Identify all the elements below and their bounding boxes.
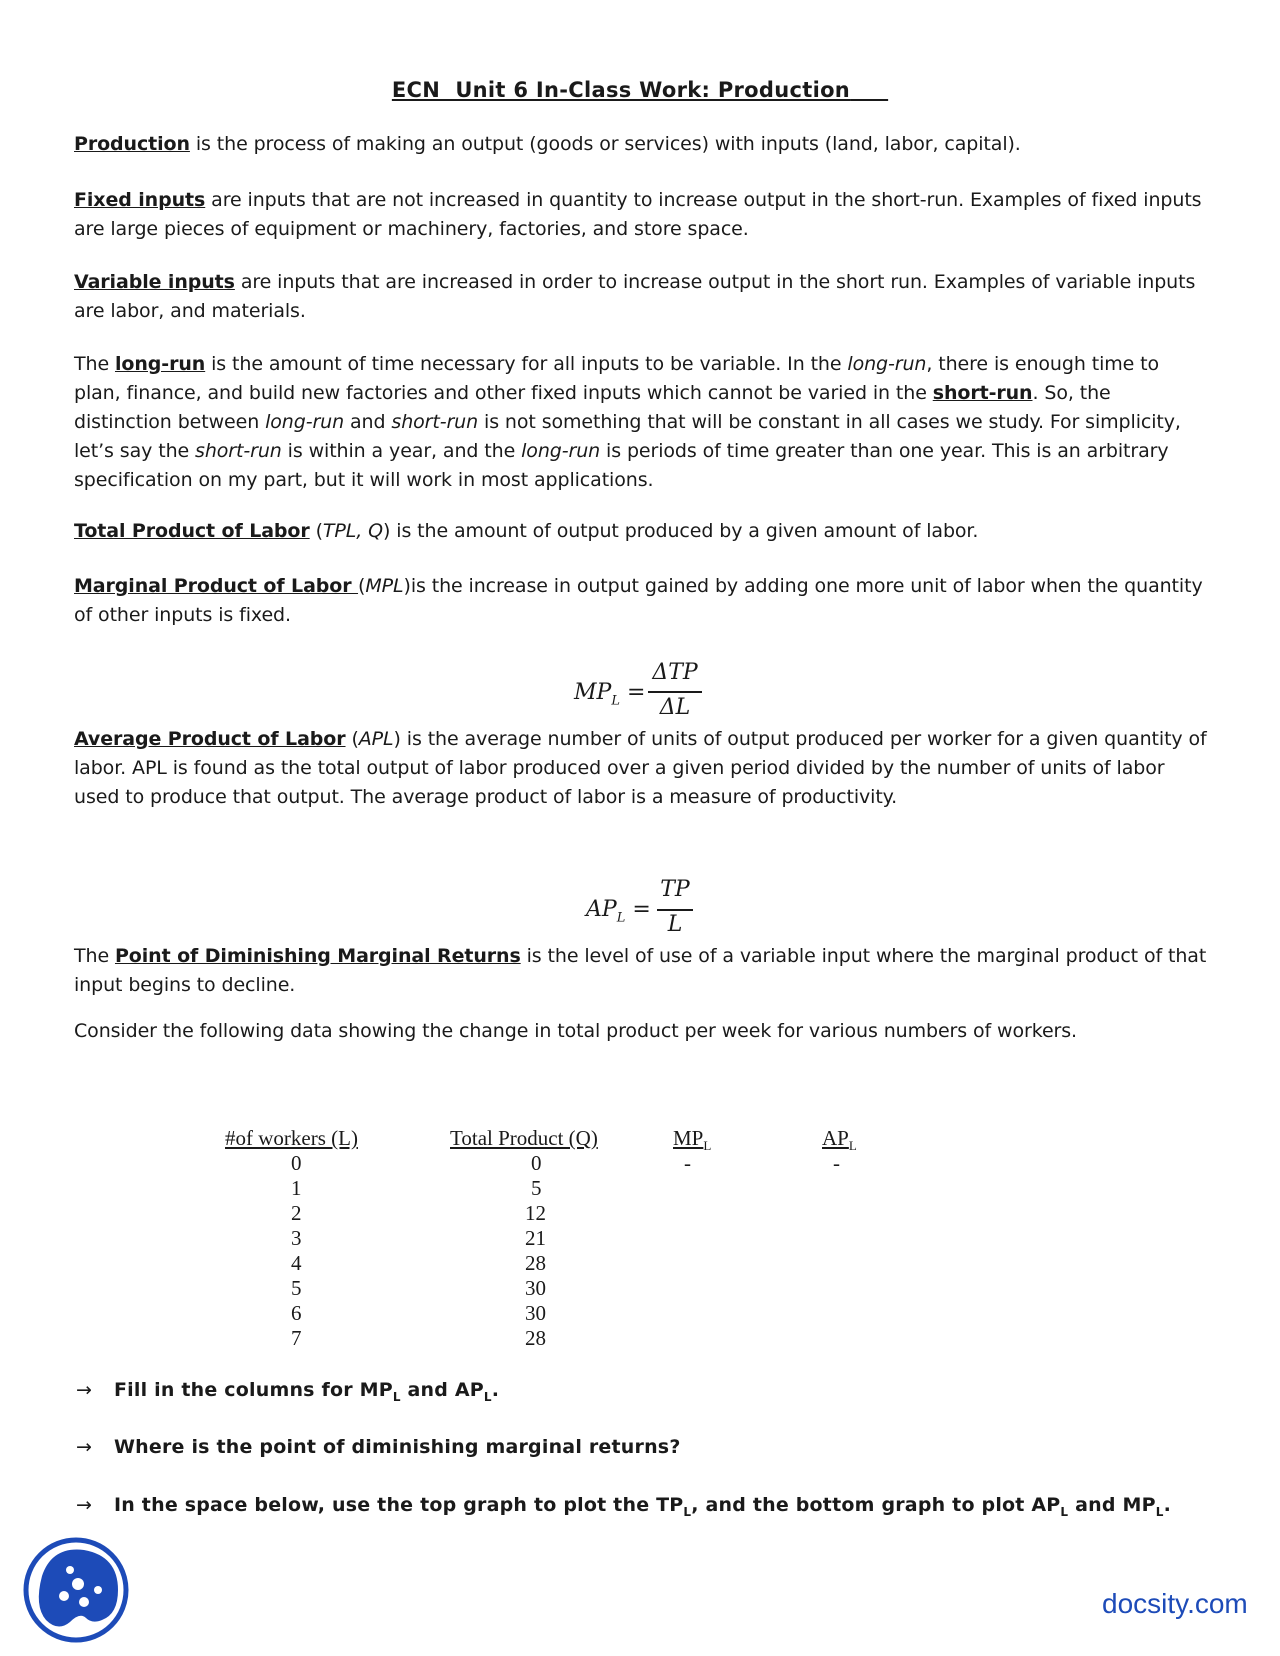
workers-cell: 1	[291, 1176, 302, 1200]
formula-subscript: L	[611, 693, 620, 709]
italic-text: APL	[358, 728, 394, 750]
instruction-text: In the space below, use the top graph to plot the $TP_L$, and the bottom graph to plot $AP_L$ and $MP_L$.	[114, 1494, 1171, 1519]
formula-subscript: L	[616, 910, 626, 926]
workers-cell: 5	[291, 1276, 302, 1300]
term-fixed-inputs: Fixed inputs	[74, 189, 206, 211]
term-long-run: long-run	[114, 353, 206, 375]
header-workers: #of workers (L)	[225, 1126, 358, 1150]
workers-cell: 3	[291, 1226, 302, 1250]
text: . So, the distinction between	[74, 382, 1111, 433]
arrow-icon: →	[76, 1436, 93, 1458]
definition-text: are inputs that are not increased in quantity to increase output in the short-run. Examples of fixed inputs are large pieces of equipment or machinery, factories, and store space.	[74, 189, 1202, 240]
header-apl: $AP_L$	[822, 1126, 857, 1154]
text: The	[74, 353, 115, 375]
fraction-bar	[648, 691, 702, 693]
italic-text: MPL	[365, 575, 404, 597]
italic-text: short-run	[391, 411, 479, 433]
arrow-icon: →	[76, 1494, 93, 1516]
instruction-item	[76, 1379, 499, 1404]
text: )is the increase in output gained by adding one more unit of labor when the quantity of other inputs is fixed.	[74, 575, 1203, 626]
definition-text: are inputs that are increased in order to increase output in the short run. Examples of variable inputs are labor, and materials.	[74, 271, 1196, 322]
total-product-cell: 30	[525, 1301, 546, 1325]
text: is the amount of time necessary for all inputs to be variable. In the	[205, 353, 848, 375]
paragraph-average-product	[74, 725, 1210, 812]
italic-text: long-run	[847, 353, 927, 375]
term-average-product: Average Product of Labor	[74, 728, 346, 750]
instruction-text: Fill in the columns for $MP_L$ and $AP_L$.	[114, 1379, 500, 1404]
total-product-cell: 28	[525, 1326, 546, 1350]
term-marginal-product: Marginal Product of Labor	[74, 575, 359, 597]
paragraph-diminishing-returns	[74, 942, 1210, 1000]
term-diminishing-returns: Point of Diminishing Marginal Returns	[114, 945, 521, 967]
formula-symbol: MP	[574, 680, 612, 705]
total-product-cell: 5	[531, 1176, 542, 1200]
formula-denominator: L	[667, 912, 683, 937]
paragraph-marginal-product	[74, 572, 1210, 630]
workers-cell: 6	[291, 1301, 302, 1325]
text: is within a year, and the	[281, 440, 522, 462]
paragraph-variable-inputs	[74, 268, 1210, 326]
text: (	[358, 575, 366, 597]
text: (	[309, 520, 323, 542]
text: and	[344, 411, 392, 433]
total-product-cell: 28	[525, 1251, 546, 1275]
brand-link[interactable]: docsity.com	[1102, 1588, 1248, 1619]
formula-equals: =	[625, 897, 651, 922]
workers-cell: 7	[291, 1326, 302, 1350]
paragraph-total-product	[74, 517, 1210, 546]
instruction-item	[76, 1494, 1171, 1519]
text: ) is the average number of units of output produced per worker for a given quantity of labor. APL is found as the total output of labor produced over a given period divided by the number of units of labor used to produce that output. The average product of labor is a measure of productivity.	[74, 728, 1207, 808]
instruction-text: Where is the point of diminishing marginal returns?	[114, 1436, 681, 1458]
text: ) is the amount of output produced by a given amount of labor.	[383, 520, 979, 542]
header-total-product: Total Product (Q)	[450, 1126, 598, 1150]
workers-cell: 4	[291, 1251, 302, 1275]
italic-text: short-run	[195, 440, 282, 462]
instruction-item	[76, 1436, 681, 1458]
term-short-run: short-run	[932, 382, 1033, 404]
paragraph-long-run	[74, 350, 1210, 495]
text: The	[74, 945, 115, 967]
term-production: Production	[74, 133, 190, 155]
formula-mp-lhs	[574, 680, 645, 708]
text: is periods of time greater than one year. This is an arbitrary specification on my part, but it will work in most applications.	[74, 440, 1169, 491]
total-product-cell: 0	[531, 1151, 542, 1175]
total-product-cell: 12	[525, 1201, 546, 1225]
term-variable-inputs: Variable inputs	[74, 271, 235, 293]
workers-cell: 2	[291, 1201, 302, 1225]
header-mpl: $MP_L$	[673, 1126, 712, 1154]
arrow-icon: →	[76, 1379, 93, 1401]
fraction-bar	[657, 909, 693, 911]
apl-cell-first: -	[833, 1151, 840, 1175]
page-title	[0, 78, 1280, 102]
italic-text: long-run	[521, 440, 601, 462]
paragraph-fixed-inputs	[74, 186, 1210, 244]
formula-denominator: ΔL	[659, 695, 691, 720]
text: is the level of use of a variable input where the marginal product of that input begins to decline.	[74, 945, 1207, 996]
formula-numerator: ΔTP	[652, 660, 698, 685]
definition-text: is the process of making an output (goods or services) with inputs (land, labor, capital).	[189, 133, 1021, 155]
mpl-cell-first: -	[684, 1151, 691, 1175]
italic-text: long-run	[265, 411, 345, 433]
term-total-product: Total Product of Labor	[74, 520, 310, 542]
formula-numerator: TP	[660, 877, 690, 902]
total-product-cell: 30	[525, 1276, 546, 1300]
docsity-logo-icon[interactable]	[22, 1536, 130, 1644]
formula-symbol: AP	[586, 897, 617, 922]
total-product-cell: 21	[525, 1226, 546, 1250]
formula-equals: =	[619, 680, 646, 705]
paragraph-consider: Consider the following data showing the change in total product per week for various numbers of workers.	[74, 1020, 1077, 1042]
workers-cell: 0	[291, 1151, 302, 1175]
text: , there is enough time to plan, finance, and build new factories and other fixed inputs which cannot be varied in the	[74, 353, 1160, 404]
paragraph-production	[74, 130, 1210, 159]
formula-ap-lhs	[586, 897, 651, 925]
italic-text: TPL, Q	[322, 520, 384, 542]
title-text: ECN Unit 6 In-Class Work: Production	[391, 78, 851, 102]
text: (	[345, 728, 359, 750]
text: is not something that will be constant in all cases we study. For simplicity, let’s say the	[74, 411, 1181, 462]
